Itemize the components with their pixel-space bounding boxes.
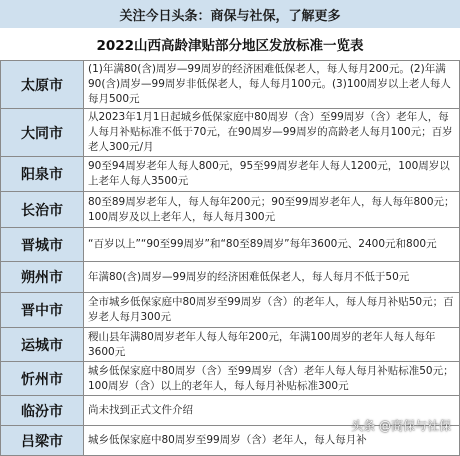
follow-banner [0,0,460,28]
table-row [1,61,460,109]
table-row [1,192,460,228]
city-name: 太原市 [21,77,63,94]
standard-text: 城乡低保家庭中80周岁至99周岁（含）老年人，每人每月补 [88,434,367,446]
table-row [1,228,460,262]
standard-cell [84,293,460,328]
city-cell [1,192,84,228]
subsidy-table [0,60,460,456]
standard-cell [84,362,460,396]
standard-text: 尚未找到正式文件介绍 [88,404,193,416]
city-name: 晋中市 [21,303,63,319]
follow-text: 关注今日头条：商保与社保，了解更多 [119,8,341,24]
city-name: 晋城市 [21,237,63,254]
standard-text: 80至89周岁老年人，每人每年200元；90至99周岁老年人，每人每年800元；100周岁及以上老年人，每人每月300元 [88,195,455,223]
city-cell [1,396,84,426]
table-row [1,293,460,328]
standard-text: 稷山县年满80周岁老年人每人每年200元，年满100周岁的老年人每人每年3600元 [88,330,436,358]
city-name: 阳泉市 [21,167,63,183]
city-name: 临汾市 [21,403,63,420]
standard-cell [84,262,460,293]
table-title-bar [0,28,460,60]
standard-cell [84,328,460,362]
city-cell [1,293,84,328]
standard-text: 年满80(含)周岁—99周岁的经济困难低保老人，每人每月不低于50元 [88,270,410,283]
city-cell [1,328,84,362]
table-title: 2022山西高龄津贴部分地区发放标准一览表 [96,38,364,54]
standard-text: 从2023年1月1日起城乡低保家庭中80周岁（含）至99周岁（含）老年人，每人每月补贴标准不低于70元，在90周岁—99周岁的高龄老人每月100元；百岁老人300元/月 [88,111,453,153]
city-name: 吕梁市 [21,433,63,450]
city-cell [1,426,84,456]
standard-cell [84,109,460,157]
standard-text: 全市城乡低保家庭中80周岁至99周岁（含）的老年人，每人每月补贴50元；百岁老人每月300元 [88,296,454,323]
watermark: 头条 @商保与社保 [351,419,451,433]
table-row [1,328,460,362]
city-cell [1,262,84,293]
city-cell [1,228,84,262]
standard-cell [84,228,460,262]
city-name: 大同市 [21,125,63,142]
standard-text: “百岁以上”“90至99周岁”和“80至89周岁”每年3600元、2400元和800元 [88,238,437,250]
standard-text: 城乡低保家庭中80周岁（含）至99周岁（含）老年人每人每月补贴标准50元；100周岁（含）以上的老年人，每人每月补贴标准300元 [88,364,454,392]
table-row [1,109,460,157]
standard-cell [84,192,460,228]
city-name: 长治市 [21,202,63,219]
city-name: 运城市 [21,337,63,354]
table-row [1,157,460,192]
city-cell [1,362,84,396]
city-cell [1,109,84,157]
table-row [1,262,460,293]
standard-text: 90至94周岁老年人每人800元，95至99周岁老年人每人1200元，100周岁以上老年人每人3500元 [88,160,450,187]
city-name: 忻州市 [21,371,63,388]
city-cell [1,157,84,192]
city-name: 朔州市 [21,270,63,286]
standard-text: (1)年满80(含)周岁—99周岁的经济困难低保老人，每人每月200元。(2)年满90(含)周岁—99周岁非低保老人，每人每月100元。(3)100周岁以上老人每人每月500元 [88,63,451,105]
standard-cell [84,61,460,109]
standard-cell [84,157,460,192]
table-row [1,362,460,396]
city-cell [1,61,84,109]
